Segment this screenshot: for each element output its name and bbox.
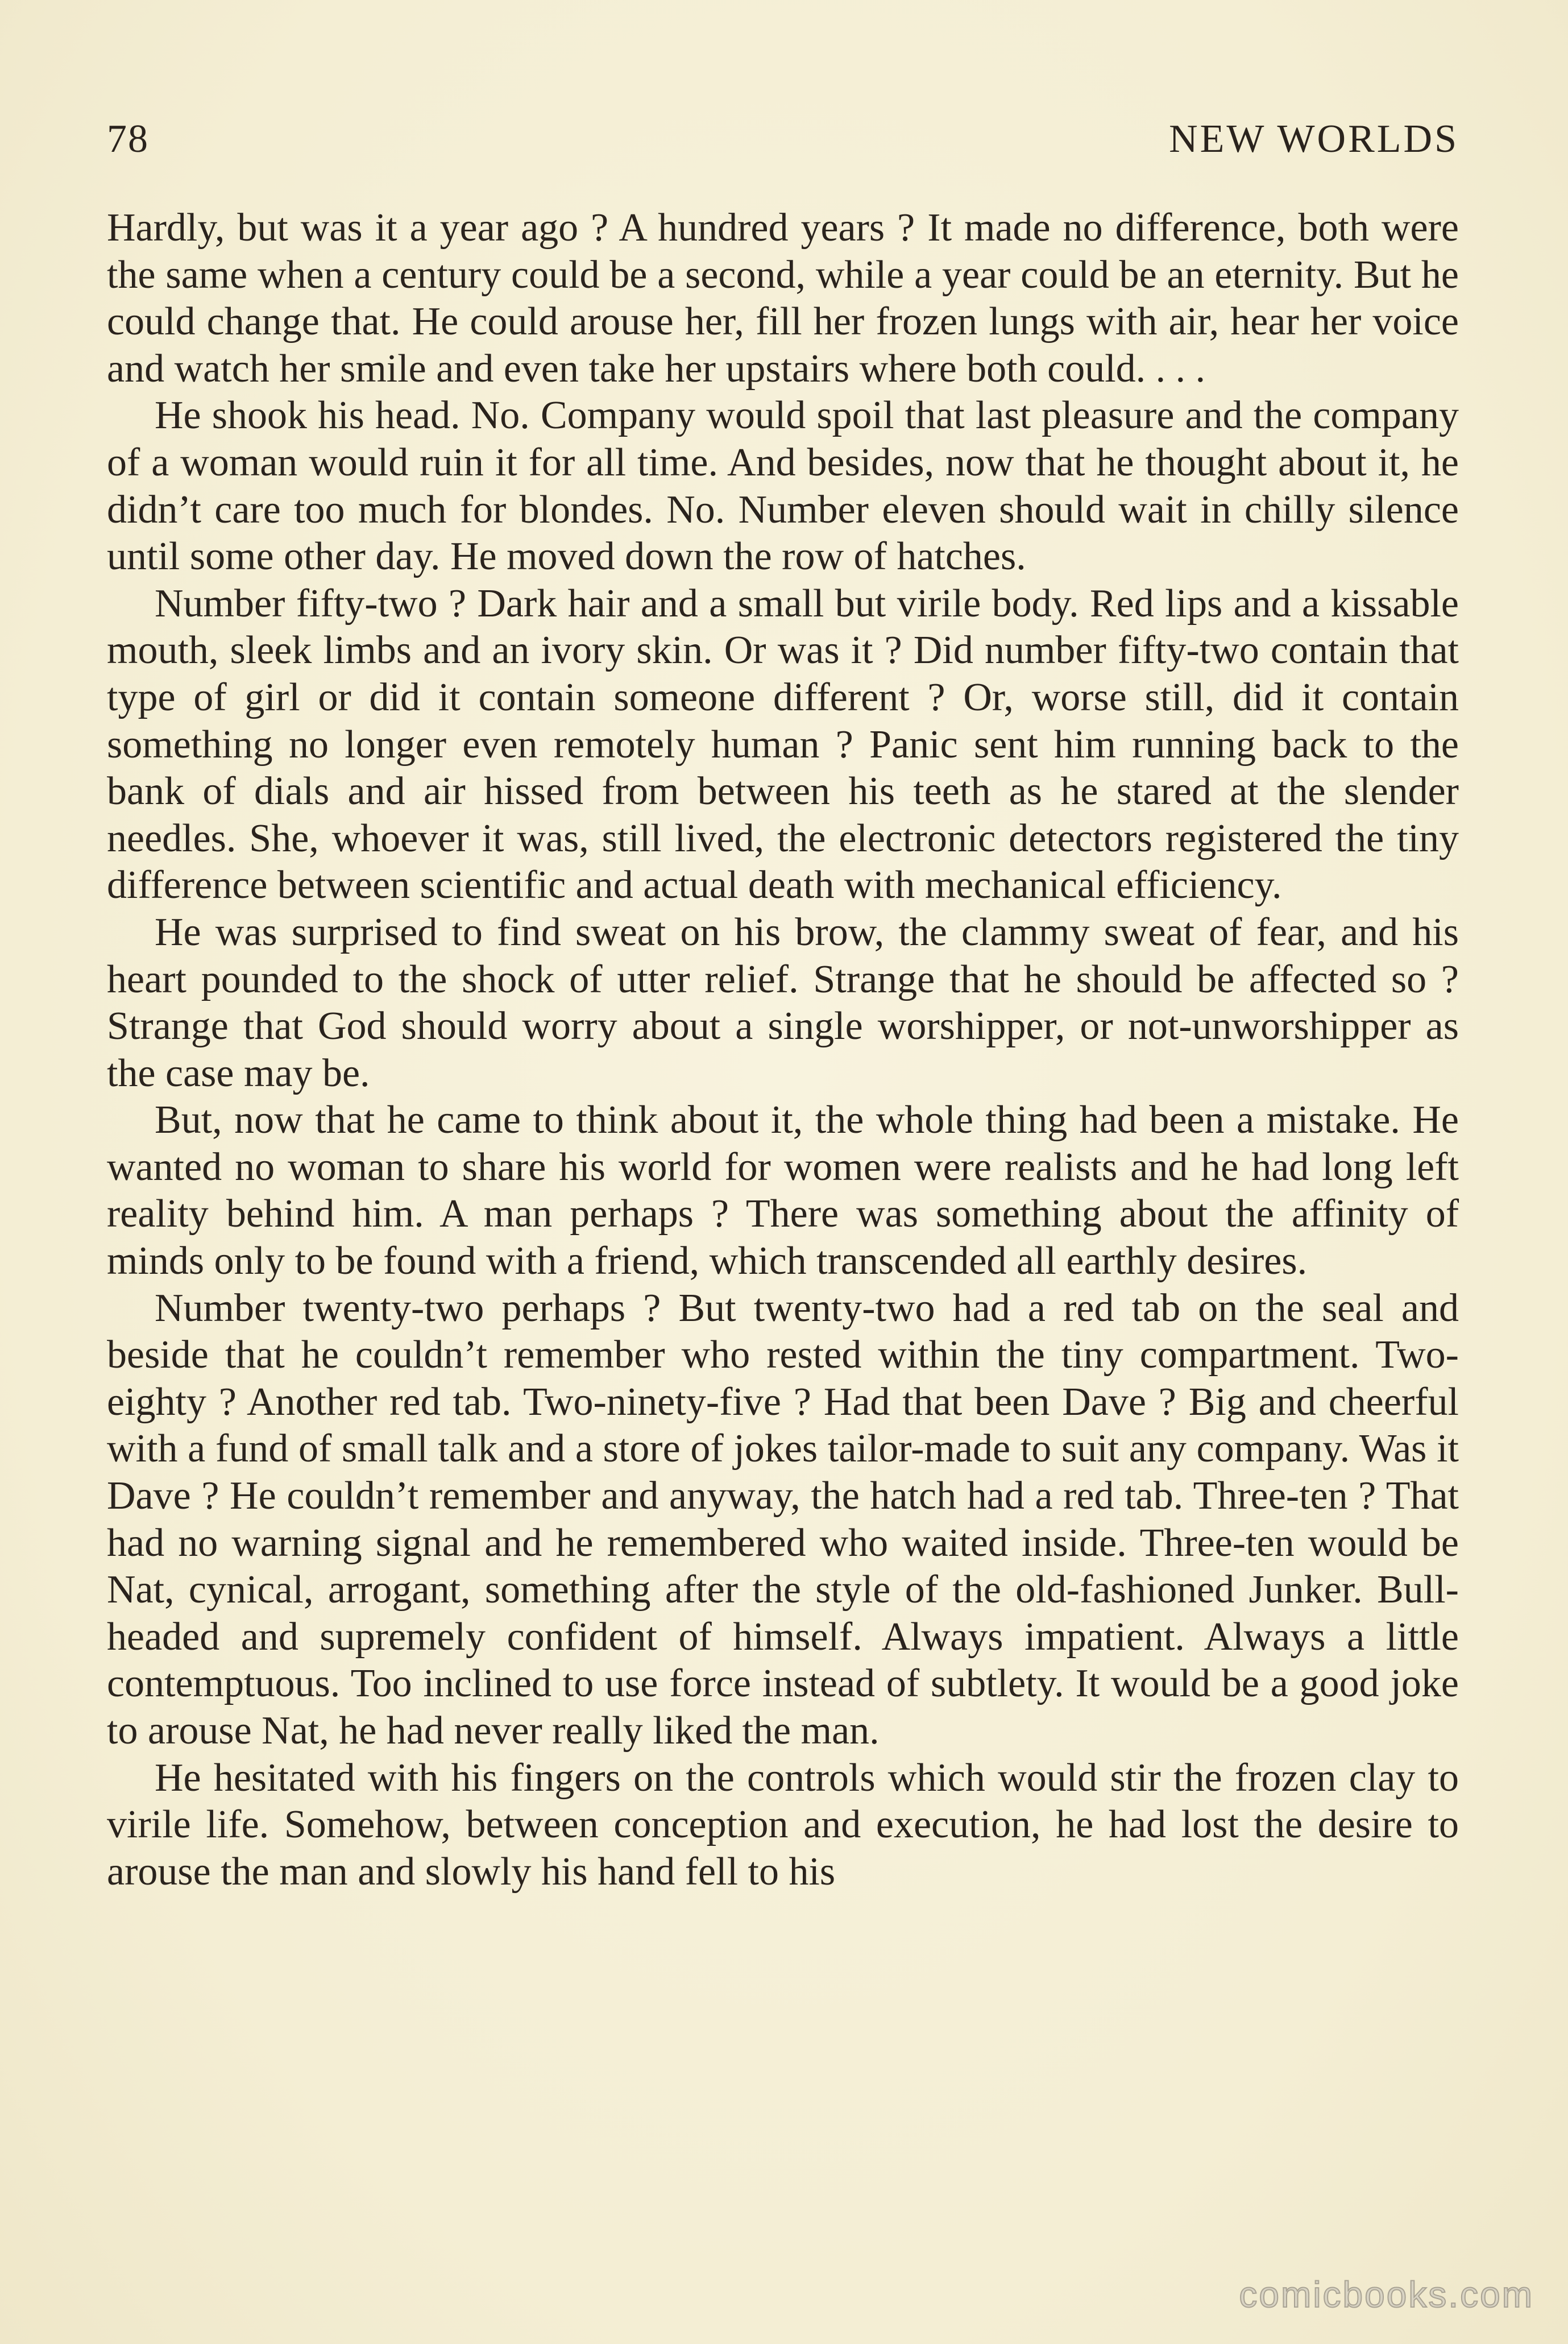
paragraph-2: He shook his head. No. Company would spoil that last pleasure and the company of a woman would ruin it for all time. And besides, now that he thought about it, he didn’t care too much for blondes. No. Number eleven should wait in chilly silence until some other day. He moved down the row of hatches. — [107, 394, 1459, 579]
paragraph-5: But, now that he came to think about it, the whole thing had been a mistake. He wanted no woman to share his world for women were realists and he had long left reality behind him. A man perhaps ? There was something about the affinity of minds only to be found with a friend, which transcended all earthly desires. — [107, 1098, 1459, 1283]
paragraph-1: Hardly, but was it a year ago ? A hundred years ? It made no difference, both were the same when a century could be a second, while a year could be an eternity. But he could change that. He could arouse her, fill her frozen lungs with air, hear her voice and watch her smile and even take her upstairs where both could. . . . — [107, 206, 1459, 391]
paragraph-6: Number twenty-two perhaps ? But twenty-two had a red tab on the seal and beside that he couldn’t remember who rested within the tiny compartment. Two-eighty ? Another red tab. Two-ninety-five ? Had that been Dave ? Big and cheerful with a fund of small talk and a store of jokes tailor-made to suit any company. Was it Dave ? He couldn’t remember and anyway, the hatch had a red tab. Three-ten ? That had no warning signal and he remembered who waited inside. Three-ten would be Nat, cynical, arrogant, something after the style of the old-fashioned Junker. Bull-headed and supremely confident of himself. Always impatient. Always a little contemptuous. Too inclined to use force instead of subtlety. It would be a good joke to arouse Nat, he had never really liked the man. — [107, 1286, 1459, 1753]
page-number: 78 — [107, 117, 149, 161]
paragraph-7: He hesitated with his fingers on the controls which would stir the frozen clay to virile life. Somehow, between conception and execution, he had lost the desire to arouse the man and slowly his hand fell to his — [107, 1755, 1459, 1894]
paragraph-3: Number fifty-two ? Dark hair and a small but virile body. Red lips and a kissable mouth, sleek limbs and an ivory skin. Or was it ? Did number fifty-two contain that type of girl or did it contain someone different ? Or, worse still, did it contain something no longer even remotely human ? Panic sent him running back to the bank of dials and air hissed from between his teeth as he stared at the slender needles. She, whoever it was, still lived, the electronic detectors registered the tiny difference between scientific and actual death with mechanical efficiency. — [107, 581, 1459, 908]
watermark: comicbooks.com — [1239, 2274, 1534, 2315]
running-title: NEW WORLDS — [1169, 117, 1459, 161]
running-head — [107, 108, 1459, 171]
body-text — [107, 205, 1459, 1895]
paragraph-4: He was surprised to find sweat on his brow, the clammy sweat of fear, and his heart pounded to the shock of utter relief. Strange that he should be affected so ? Strange that God should worry about a single worshipper, or not-unworshipper as the case may be. — [107, 910, 1459, 1095]
